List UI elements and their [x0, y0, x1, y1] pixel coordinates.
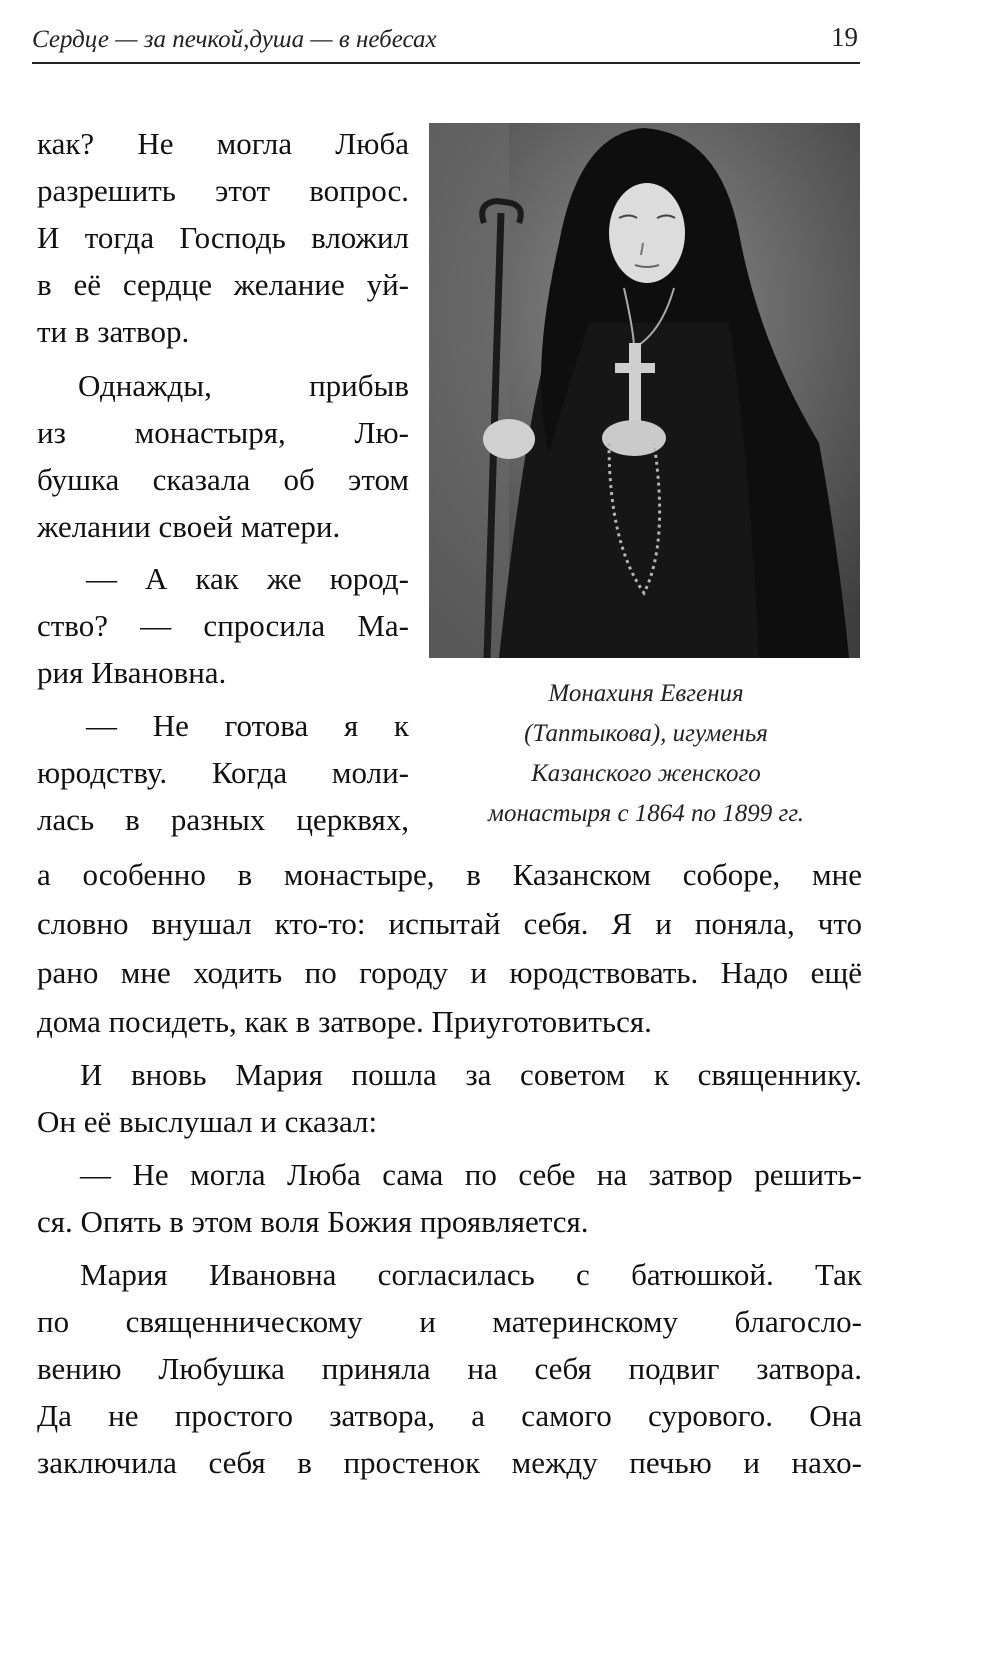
photo-caption: [430, 674, 862, 834]
caption-line: монастыря с 1864 по 1899 гг.: [487, 800, 804, 827]
text-line: ся. Опять в этом воля Божия проявляется.: [37, 1204, 589, 1239]
text-line: Однажды, прибыв: [78, 368, 409, 403]
text-line: Он её выслушал и сказал:: [37, 1104, 378, 1139]
nun-portrait-photo: [429, 123, 860, 658]
text-line: в её сердце желание уй-: [37, 267, 409, 302]
text-line: рия Ивановна.: [37, 655, 227, 690]
text-line: Да не простого затвора, а самого сурового. Она: [37, 1398, 862, 1433]
text-line: бушка сказала об этом: [37, 462, 409, 497]
text-line: — Не могла Люба сама по себе на затвор решить-: [80, 1157, 862, 1192]
text-line: — Не готова я к: [86, 708, 409, 743]
text-line: по священническому и материнскому благосло-: [37, 1304, 862, 1339]
text-line: лась в разных церквях,: [37, 802, 409, 837]
page-number: 19: [831, 22, 858, 52]
text-line: из монастыря, Лю-: [37, 415, 409, 450]
text-line: как? Не могла Люба: [37, 126, 409, 161]
text-line: рано мне ходить по городу и юродствовать. Надо ещё: [37, 955, 862, 990]
running-title: Сердце — за печкой,душа — в небесах: [32, 26, 437, 53]
text-line: И вновь Мария пошла за советом к священнику.: [80, 1057, 862, 1092]
caption-line: (Таптыкова), игуменья: [524, 720, 768, 747]
text-line: разрешить этот вопрос.: [37, 173, 409, 208]
text-line: вению Любушка приняла на себя подвиг затвора.: [37, 1351, 862, 1386]
text-line: а особенно в монастыре, в Казанском соборе, мне: [37, 857, 862, 892]
text-line: желании своей матери.: [37, 509, 341, 544]
text-line: И тогда Господь вложил: [37, 220, 409, 255]
text-line: Мария Ивановна согласилась с батюшкой. Так: [80, 1257, 862, 1292]
caption-line: Монахиня Евгения: [548, 680, 744, 707]
text-line: ти в затвор.: [37, 314, 190, 349]
caption-line: Казанского женского: [531, 760, 761, 787]
text-line: заключила себя в простенок между печью и нахо-: [37, 1445, 862, 1480]
text-line: дома посидеть, как в затворе. Приуготовиться.: [37, 1004, 652, 1039]
text-line: ство? — спросила Ма-: [37, 608, 409, 643]
text-line: юродству. Когда моли-: [37, 755, 409, 790]
running-header: [32, 22, 860, 64]
text-line: словно внушал кто-то: испытай себя. Я и поняла, что: [37, 906, 862, 941]
text-line: — А как же юрод-: [86, 561, 409, 596]
